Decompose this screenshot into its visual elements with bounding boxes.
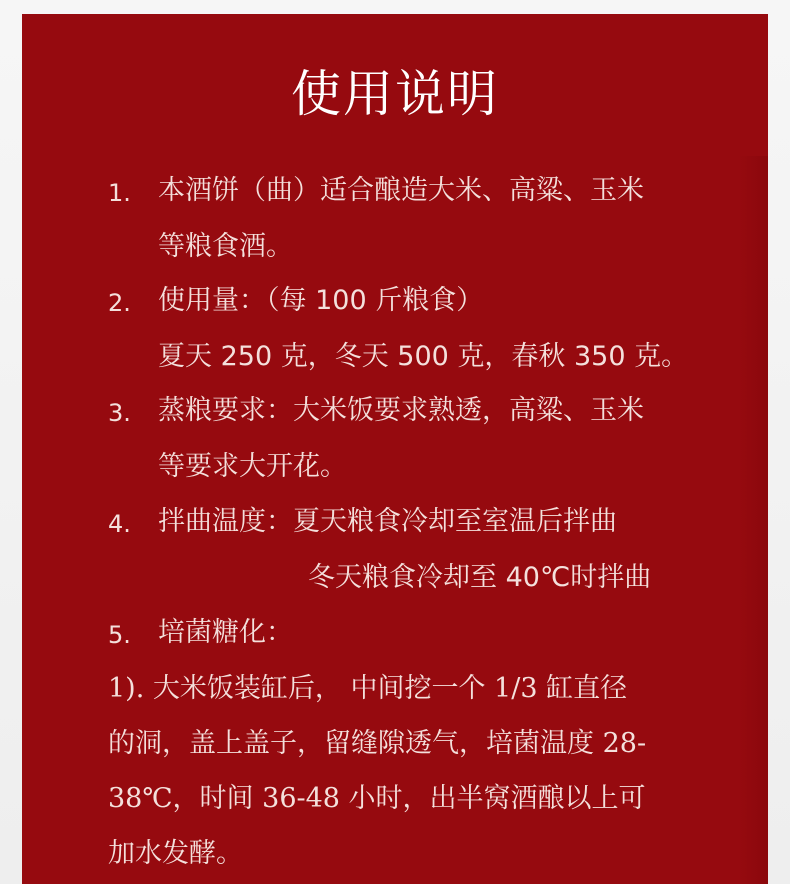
- item-3-line-1: 蒸粮要求：大米饭要求熟透，高粱、玉米: [158, 395, 644, 426]
- item-1-number: 1.: [108, 179, 131, 207]
- item-5-line-1: 培菌糖化：: [158, 617, 293, 648]
- paragraph-line-1: 1). 大米饭装缸后， 中间挖一个 1/3 缸直径: [108, 673, 628, 704]
- paragraph-line-2: 的洞，盖上盖子，留缝隙透气，培菌温度 28-: [108, 728, 647, 759]
- paragraph-line-3: 38℃，时间 36-48 小时，出半窝酒酿以上可: [108, 783, 646, 814]
- item-4-line-1: 拌曲温度：夏天粮食冷却至室温后拌曲: [158, 506, 617, 537]
- item-3-number: 3.: [108, 399, 131, 427]
- item-1-line-2: 等粮食酒。: [158, 231, 293, 262]
- item-5-number: 5.: [108, 621, 131, 649]
- item-4-line-2: 冬天粮食冷却至 40℃时拌曲: [308, 562, 652, 593]
- item-2-number: 2.: [108, 289, 131, 317]
- paragraph-line-4: 加水发酵。: [108, 838, 243, 869]
- item-2-line-1: 使用量：（每 100 斤粮食）: [158, 285, 484, 316]
- item-3-line-2: 等要求大开花。: [158, 451, 347, 482]
- item-1-line-1: 本酒饼（曲）适合酿造大米、高粱、玉米: [158, 175, 644, 206]
- item-2-line-2: 夏天 250 克，冬天 500 克，春秋 350 克。: [158, 341, 689, 372]
- item-4-number: 4.: [108, 510, 131, 538]
- panel-shadow: [738, 156, 768, 884]
- page-title: 使用说明: [291, 65, 499, 123]
- instructions-panel: [22, 14, 768, 884]
